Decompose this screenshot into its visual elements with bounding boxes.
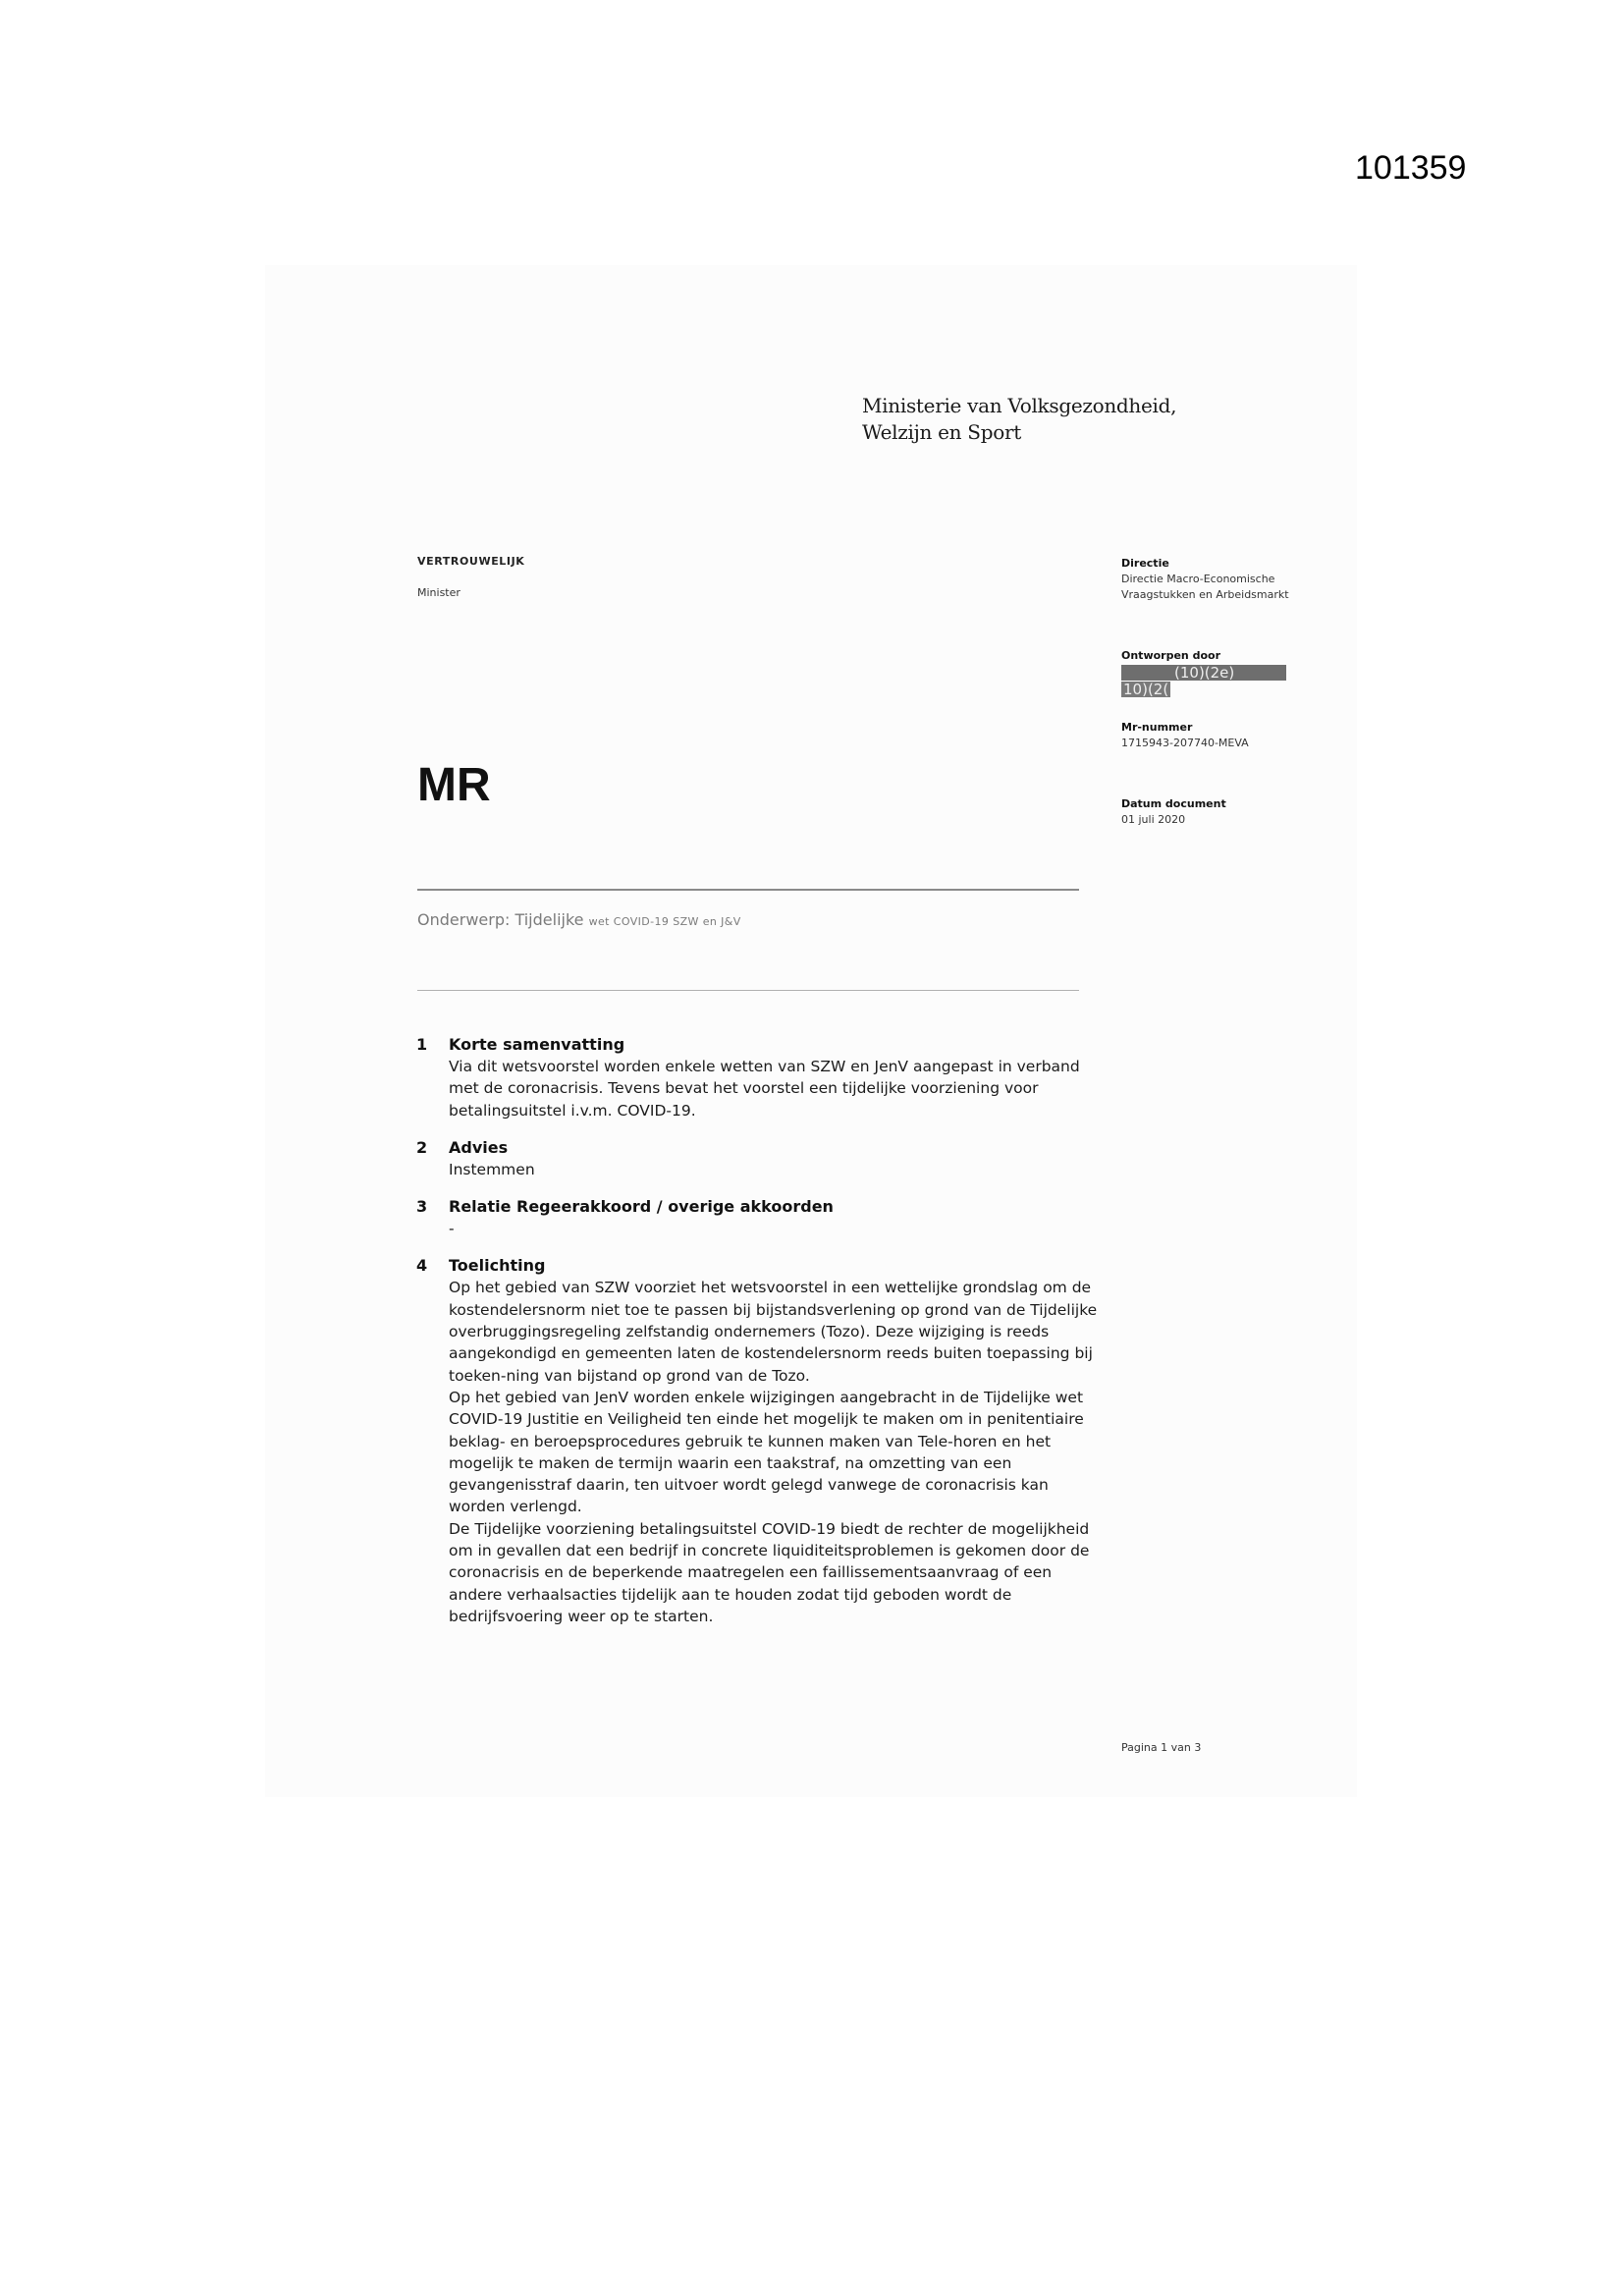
document-number: 101359 xyxy=(1355,149,1467,187)
recipient-label: Minister xyxy=(417,586,460,599)
datum-label: Datum document xyxy=(1121,797,1226,810)
redaction-bar-1: (10)(2e) xyxy=(1121,665,1286,681)
meta-mr-nummer xyxy=(1121,720,1308,751)
sections-list xyxy=(416,1034,1104,1643)
section-number: 3 xyxy=(416,1197,428,1217)
mrnummer-label: Mr-nummer xyxy=(1121,721,1193,734)
ministry-letterhead xyxy=(862,393,1176,446)
section-heading: Relatie Regeerakkoord / overige akkoorden xyxy=(449,1197,834,1217)
section-number: 1 xyxy=(416,1035,428,1054)
page-number: Pagina 1 van 3 xyxy=(1121,1741,1202,1754)
section-number: 4 xyxy=(416,1256,428,1276)
classification-label: VERTROUWELIJK xyxy=(417,555,525,568)
section-heading: Toelichting xyxy=(449,1256,546,1276)
divider-bottom xyxy=(417,990,1079,991)
ministry-name-line1: Ministerie van Volksgezondheid, xyxy=(862,394,1177,417)
mrnummer-value: 1715943-207740-MEVA xyxy=(1121,737,1249,749)
directie-label: Directie xyxy=(1121,557,1169,570)
meta-directie xyxy=(1121,556,1308,603)
section-samenvatting xyxy=(416,1034,1104,1121)
section-paragraph: De Tijdelijke voorziening betalingsuitstel COVID-19 biedt de rechter de mogelijkheid om in gevallen dat een bedrijf in concrete liquiditeitsproblemen is gekomen door de coronacrisis en de beperkende maatregelen een faillissementsaanvraag of een andere verhaalsacties tijdelijk aan te houden zodat tijd geboden wordt de bedrijfsvoering weer op te starten. xyxy=(449,1519,1090,1625)
section-heading: Korte samenvatting xyxy=(449,1035,625,1054)
section-number: 2 xyxy=(416,1137,428,1157)
subject-label: Onderwerp: Tijdelijke xyxy=(417,910,584,929)
section-paragraph: Via dit wetsvoorstel worden enkele wetten van SZW en JenV aangepast in verband met de coronacrisis. Tevens bevat het voorstel een tijdelijke voorziening voor betalingsuitstel i.v.m. COVID-19. xyxy=(449,1058,1080,1120)
directie-value: Directie Macro-Economische Vraagstukken en Arbeidsmarkt xyxy=(1121,573,1289,601)
section-advies xyxy=(416,1137,1104,1180)
divider-top xyxy=(417,889,1079,891)
section-paragraph: - xyxy=(449,1220,455,1238)
section-toelichting xyxy=(416,1255,1104,1627)
section-relatie xyxy=(416,1196,1104,1239)
section-paragraph: Op het gebied van JenV worden enkele wijzigingen aangebracht in de Tijdelijke wet COVID-19 Justitie en Veiligheid ten einde het mogelijk te maken om in penitentiaire beklag- en beroepsprocedures gebruik te kunnen maken van Tele-horen en het mogelijk te maken de termijn waarin een taakstraf, na omzetting van een gevangenisstraf daarin, ten uitvoer wordt gelegd vanwege de coronacrisis kan worden verlengd. xyxy=(449,1388,1084,1516)
ministry-name-line2: Welzijn en Sport xyxy=(862,420,1021,444)
document-type-title: MR xyxy=(417,759,491,811)
ontwerpen-label: Ontworpen door xyxy=(1121,649,1220,662)
meta-ontwerpen-door xyxy=(1121,648,1308,697)
section-paragraph: Op het gebied van SZW voorziet het wetsvoorstel in een wettelijke grondslag om de kostendelersnorm niet toe te passen bij bijstandsverlening op grond van de Tijdelijke overbruggingsregeling zelfstandig ondernemers (Tozo). Deze wijziging is reeds aangekondigd en gemeenten laten de kostendelersnorm reeds buiten toepassing bij toeken-ning van bijstand op grond van de Tozo. xyxy=(449,1279,1098,1385)
redaction-bar-2: 10)(2( xyxy=(1123,681,1169,698)
section-paragraph: Instemmen xyxy=(449,1160,535,1178)
section-heading: Advies xyxy=(449,1137,509,1157)
subject-line xyxy=(417,910,741,929)
datum-value: 01 juli 2020 xyxy=(1121,813,1186,826)
subject-rest: wet COVID-19 SZW en J&V xyxy=(588,915,741,928)
meta-datum-document xyxy=(1121,796,1308,828)
